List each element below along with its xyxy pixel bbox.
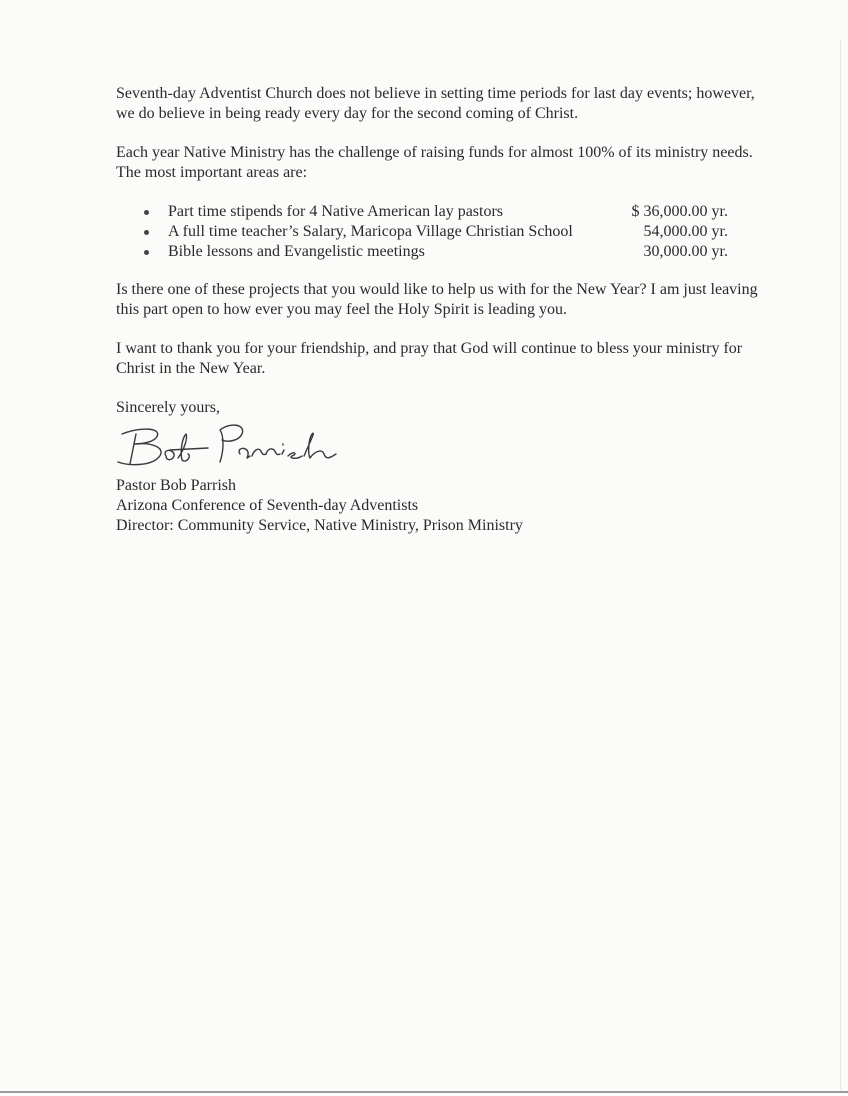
paragraph-funding-challenge: Each year Native Ministry has the challenge of raising funds for almost 100% of its ministry needs. The most important areas are: bbox=[116, 144, 753, 181]
list-item bbox=[116, 242, 776, 262]
handwritten-signature bbox=[112, 420, 342, 476]
bullet-icon bbox=[144, 250, 149, 255]
list-item bbox=[116, 202, 776, 222]
sender-organization: Arizona Conference of Seventh-day Adventists bbox=[116, 497, 419, 514]
sender-block bbox=[116, 476, 776, 536]
bullet-icon bbox=[144, 210, 149, 215]
ministry-needs-list bbox=[116, 202, 776, 262]
need-item-label: Bible lessons and Evangelistic meetings bbox=[168, 243, 425, 260]
need-item-label: Part time stipends for 4 Native American lay pastors bbox=[168, 203, 504, 220]
paragraph-project-request: Is there one of these projects that you would like to help us with for the New Year? I am just leaving this part open to how ever you may feel the Holy Spirit is leading you. bbox=[116, 281, 758, 318]
letter-body bbox=[116, 84, 776, 536]
need-item-amount: 54,000.00 yr. bbox=[643, 223, 728, 240]
list-item bbox=[116, 222, 776, 242]
bullet-icon bbox=[144, 230, 149, 235]
closing-salutation: Sincerely yours, bbox=[116, 399, 220, 416]
sender-name: Pastor Bob Parrish bbox=[116, 477, 236, 494]
need-item-label: A full time teacher’s Salary, Maricopa Village Christian School bbox=[168, 223, 573, 240]
sender-title: Director: Community Service, Native Ministry, Prison Ministry bbox=[116, 517, 523, 534]
paragraph-last-day-events: Seventh-day Adventist Church does not believe in setting time periods for last day events; however, we do believe in being ready every day for the second coming of Christ. bbox=[116, 85, 755, 122]
paragraph-thanks: I want to thank you for your friendship, and pray that God will continue to bless your ministry for Christ in the New Year. bbox=[116, 340, 743, 377]
need-item-amount: $ 36,000.00 yr. bbox=[631, 203, 728, 220]
need-item-amount: 30,000.00 yr. bbox=[643, 243, 728, 260]
page-bottom-edge bbox=[0, 1091, 848, 1093]
page-edge-shadow bbox=[840, 40, 841, 1090]
